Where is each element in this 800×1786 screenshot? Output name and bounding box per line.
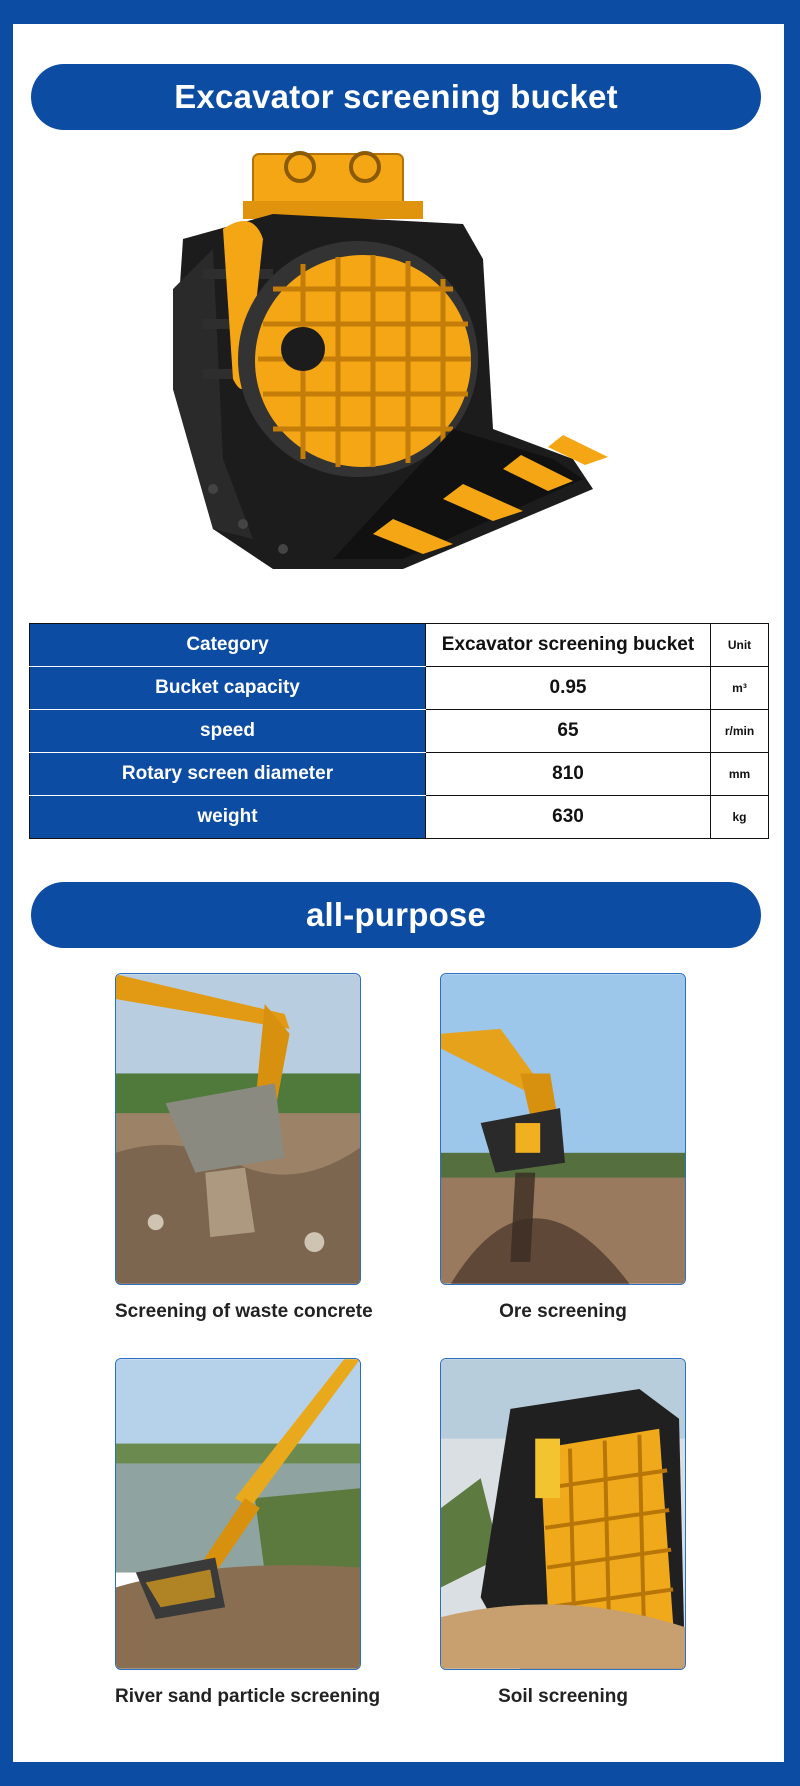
gallery-caption: River sand particle screening [115, 1686, 381, 1707]
section-title: all-purpose [305, 896, 487, 933]
spec-unit: mm [711, 753, 769, 796]
section-banner [31, 882, 761, 948]
gallery-card-river-sand [115, 1358, 381, 1708]
spec-value: 630 [426, 796, 711, 839]
spec-label: Bucket capacity [30, 667, 426, 710]
page-frame [13, 24, 784, 1762]
spec-unit: r/min [711, 710, 769, 753]
spec-value: 0.95 [426, 667, 711, 710]
spec-label: Rotary screen diameter [30, 753, 426, 796]
spec-unit: kg [711, 796, 769, 839]
spec-label: weight [30, 796, 426, 839]
gallery-card-soil [440, 1358, 686, 1708]
table-row [30, 667, 769, 710]
table-row [30, 753, 769, 796]
spec-label: speed [30, 710, 426, 753]
spec-unit: m³ [711, 667, 769, 710]
spec-table [29, 623, 769, 839]
spec-value: 810 [426, 753, 711, 796]
gallery-card-ore [440, 973, 686, 1323]
gallery-card-waste-concrete [115, 973, 373, 1323]
spec-value: 65 [426, 710, 711, 753]
ore-screening-photo [440, 973, 686, 1285]
page-title: Excavator screening bucket [174, 78, 618, 115]
spec-label: Category [30, 624, 426, 667]
table-row [30, 624, 769, 667]
river-sand-photo [115, 1358, 361, 1670]
gallery-caption: Soil screening [498, 1686, 628, 1707]
gallery-caption: Ore screening [499, 1301, 627, 1322]
gallery-caption: Screening of waste concrete [115, 1301, 373, 1322]
spec-unit: Unit [711, 624, 769, 667]
page-title-banner [31, 64, 761, 130]
screening-bucket-illustration [153, 129, 673, 649]
table-row [30, 796, 769, 839]
waste-concrete-photo [115, 973, 361, 1285]
soil-screening-photo [440, 1358, 686, 1670]
spec-value: Excavator screening bucket [426, 624, 711, 667]
table-row [30, 710, 769, 753]
